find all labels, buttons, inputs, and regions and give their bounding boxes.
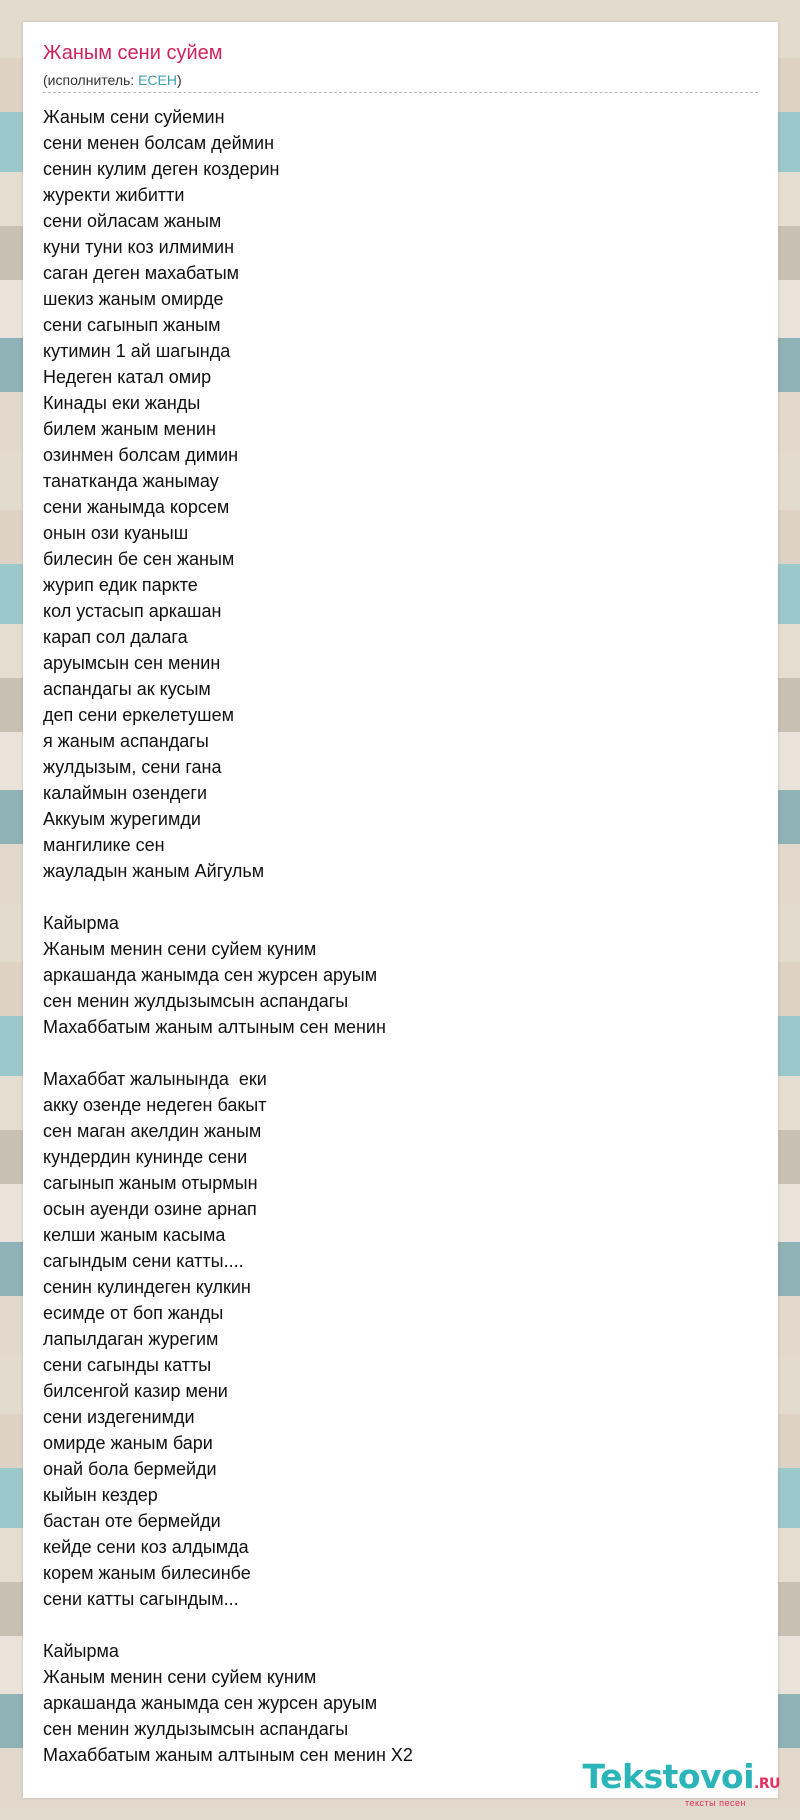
lyrics-line: сагындым сени катты....	[43, 1251, 244, 1271]
artist-prefix: (исполнитель:	[43, 72, 139, 88]
lyrics-line: журип едик паркте	[43, 575, 198, 595]
lyrics-line: аркашанда жанымда сен журсен аруым	[43, 965, 378, 985]
lyrics-line: билем жаным менин	[43, 419, 216, 439]
lyrics-line: сагынып жаным отырмын	[43, 1173, 258, 1193]
lyrics-line: Махаббатым жаным алтыным сен менин	[43, 1017, 386, 1037]
logo-wordmark	[582, 1759, 780, 1802]
lyrics-line: жулдызым, сени гана	[43, 757, 222, 777]
lyrics-line: омирде жаным бари	[43, 1433, 213, 1453]
lyrics-line: калаймын озендеги	[43, 783, 208, 803]
lyrics-line: онай бола бермейди	[43, 1459, 217, 1479]
artist-suffix: )	[177, 72, 182, 88]
lyrics-blank-line	[43, 1612, 758, 1638]
lyrics-line: сен менин жулдызымсын аспандагы	[43, 1719, 349, 1739]
lyrics-line: сени жанымда корсем	[43, 497, 230, 517]
lyrics-line: сени катты сагындым...	[43, 1589, 239, 1609]
lyrics-line: сени ойласам жаным	[43, 211, 222, 231]
lyrics-line: сен маган акелдин жаным	[43, 1121, 262, 1141]
lyrics-line: шекиз жаным омирде	[43, 289, 224, 309]
lyrics-line: Недеген катал омир	[43, 367, 212, 387]
lyrics-line: сени издегенимди	[43, 1407, 195, 1427]
lyrics-line: карап сол далага	[43, 627, 188, 647]
lyrics-line: билсенгой казир мени	[43, 1381, 228, 1401]
song-title: Жаным сени суйем	[43, 42, 223, 64]
lyrics-blank-line	[43, 1040, 758, 1066]
lyrics-line: есимде от боп жанды	[43, 1303, 224, 1323]
lyrics-line: кейде сени коз алдымда	[43, 1537, 249, 1557]
lyrics-line: я жаным аспандагы	[43, 731, 209, 751]
lyrics-line: осын ауенди озине арнап	[43, 1199, 257, 1219]
lyrics-line: кол устасып аркашан	[43, 601, 222, 621]
lyrics-text	[43, 104, 758, 1768]
lyrics-line: аспандагы ак кусым	[43, 679, 211, 699]
lyrics-line: Жаным менин сени суйем куним	[43, 939, 317, 959]
lyrics-line: онын ози куаныш	[43, 523, 189, 543]
lyrics-line: сени сагынды катты	[43, 1355, 212, 1375]
lyrics-line: Кинады еки жанды	[43, 393, 201, 413]
artist-line	[43, 72, 182, 88]
lyrics-line: Аккуым журегимди	[43, 809, 201, 829]
lyrics-line: Махаббатым жаным алтыным сен менин Х2	[43, 1745, 413, 1765]
lyrics-line: саган деген махабатым	[43, 263, 240, 283]
lyrics-line: лапылдаган журегим	[43, 1329, 219, 1349]
lyrics-line: озинмен болсам димин	[43, 445, 239, 465]
lyrics-line: келши жаным касыма	[43, 1225, 226, 1245]
lyrics-blank-line	[43, 884, 758, 910]
logo-name: Tekstovoi	[582, 1757, 755, 1796]
lyrics-line: сен менин жулдызымсын аспандагы	[43, 991, 349, 1011]
lyrics-line: кыйын кездер	[43, 1485, 158, 1505]
lyrics-line: билесин бе сен жаным	[43, 549, 235, 569]
lyrics-line: акку озенде недеген бакыт	[43, 1095, 267, 1115]
lyrics-line: корем жаным билесинбе	[43, 1563, 251, 1583]
lyrics-line: аруымсын сен менин	[43, 653, 221, 673]
lyrics-line: кутимин 1 ай шагында	[43, 341, 231, 361]
lyrics-line: кундердин кунинде сени	[43, 1147, 248, 1167]
lyrics-card	[23, 22, 778, 1798]
lyrics-line: Кайырма	[43, 913, 119, 933]
lyrics-line: аркашанда жанымда сен журсен аруым	[43, 1693, 378, 1713]
site-logo[interactable]	[582, 1759, 780, 1808]
lyrics-line: бастан оте бермейди	[43, 1511, 221, 1531]
lyrics-line: куни туни коз илмимин	[43, 237, 235, 257]
lyrics-line: сенин кулим деген коздерин	[43, 159, 280, 179]
lyrics-line: танатканда жанымау	[43, 471, 219, 491]
lyrics-line: сени менен болсам деймин	[43, 133, 275, 153]
lyrics-line: Махаббат жалынында еки	[43, 1069, 267, 1089]
lyrics-line: Жаным менин сени суйем куним	[43, 1667, 317, 1687]
lyrics-line: сени сагынып жаным	[43, 315, 221, 335]
lyrics-line: сенин кулиндеген кулкин	[43, 1277, 251, 1297]
lyrics-line: деп сени еркелетушем	[43, 705, 234, 725]
lyrics-line: Кайырма	[43, 1641, 119, 1661]
logo-tld: .RU	[754, 1776, 780, 1792]
lyrics-line: мангилике сен	[43, 835, 165, 855]
title-divider	[43, 92, 758, 93]
lyrics-line: жауладын жаным Айгульм	[43, 861, 265, 881]
lyrics-line: журекти жибитти	[43, 185, 185, 205]
lyrics-line: Жаным сени суйемин	[43, 107, 225, 127]
logo-tagline: тексты песен	[684, 1798, 746, 1808]
artist-link[interactable]: ЕСЕН	[138, 72, 177, 88]
